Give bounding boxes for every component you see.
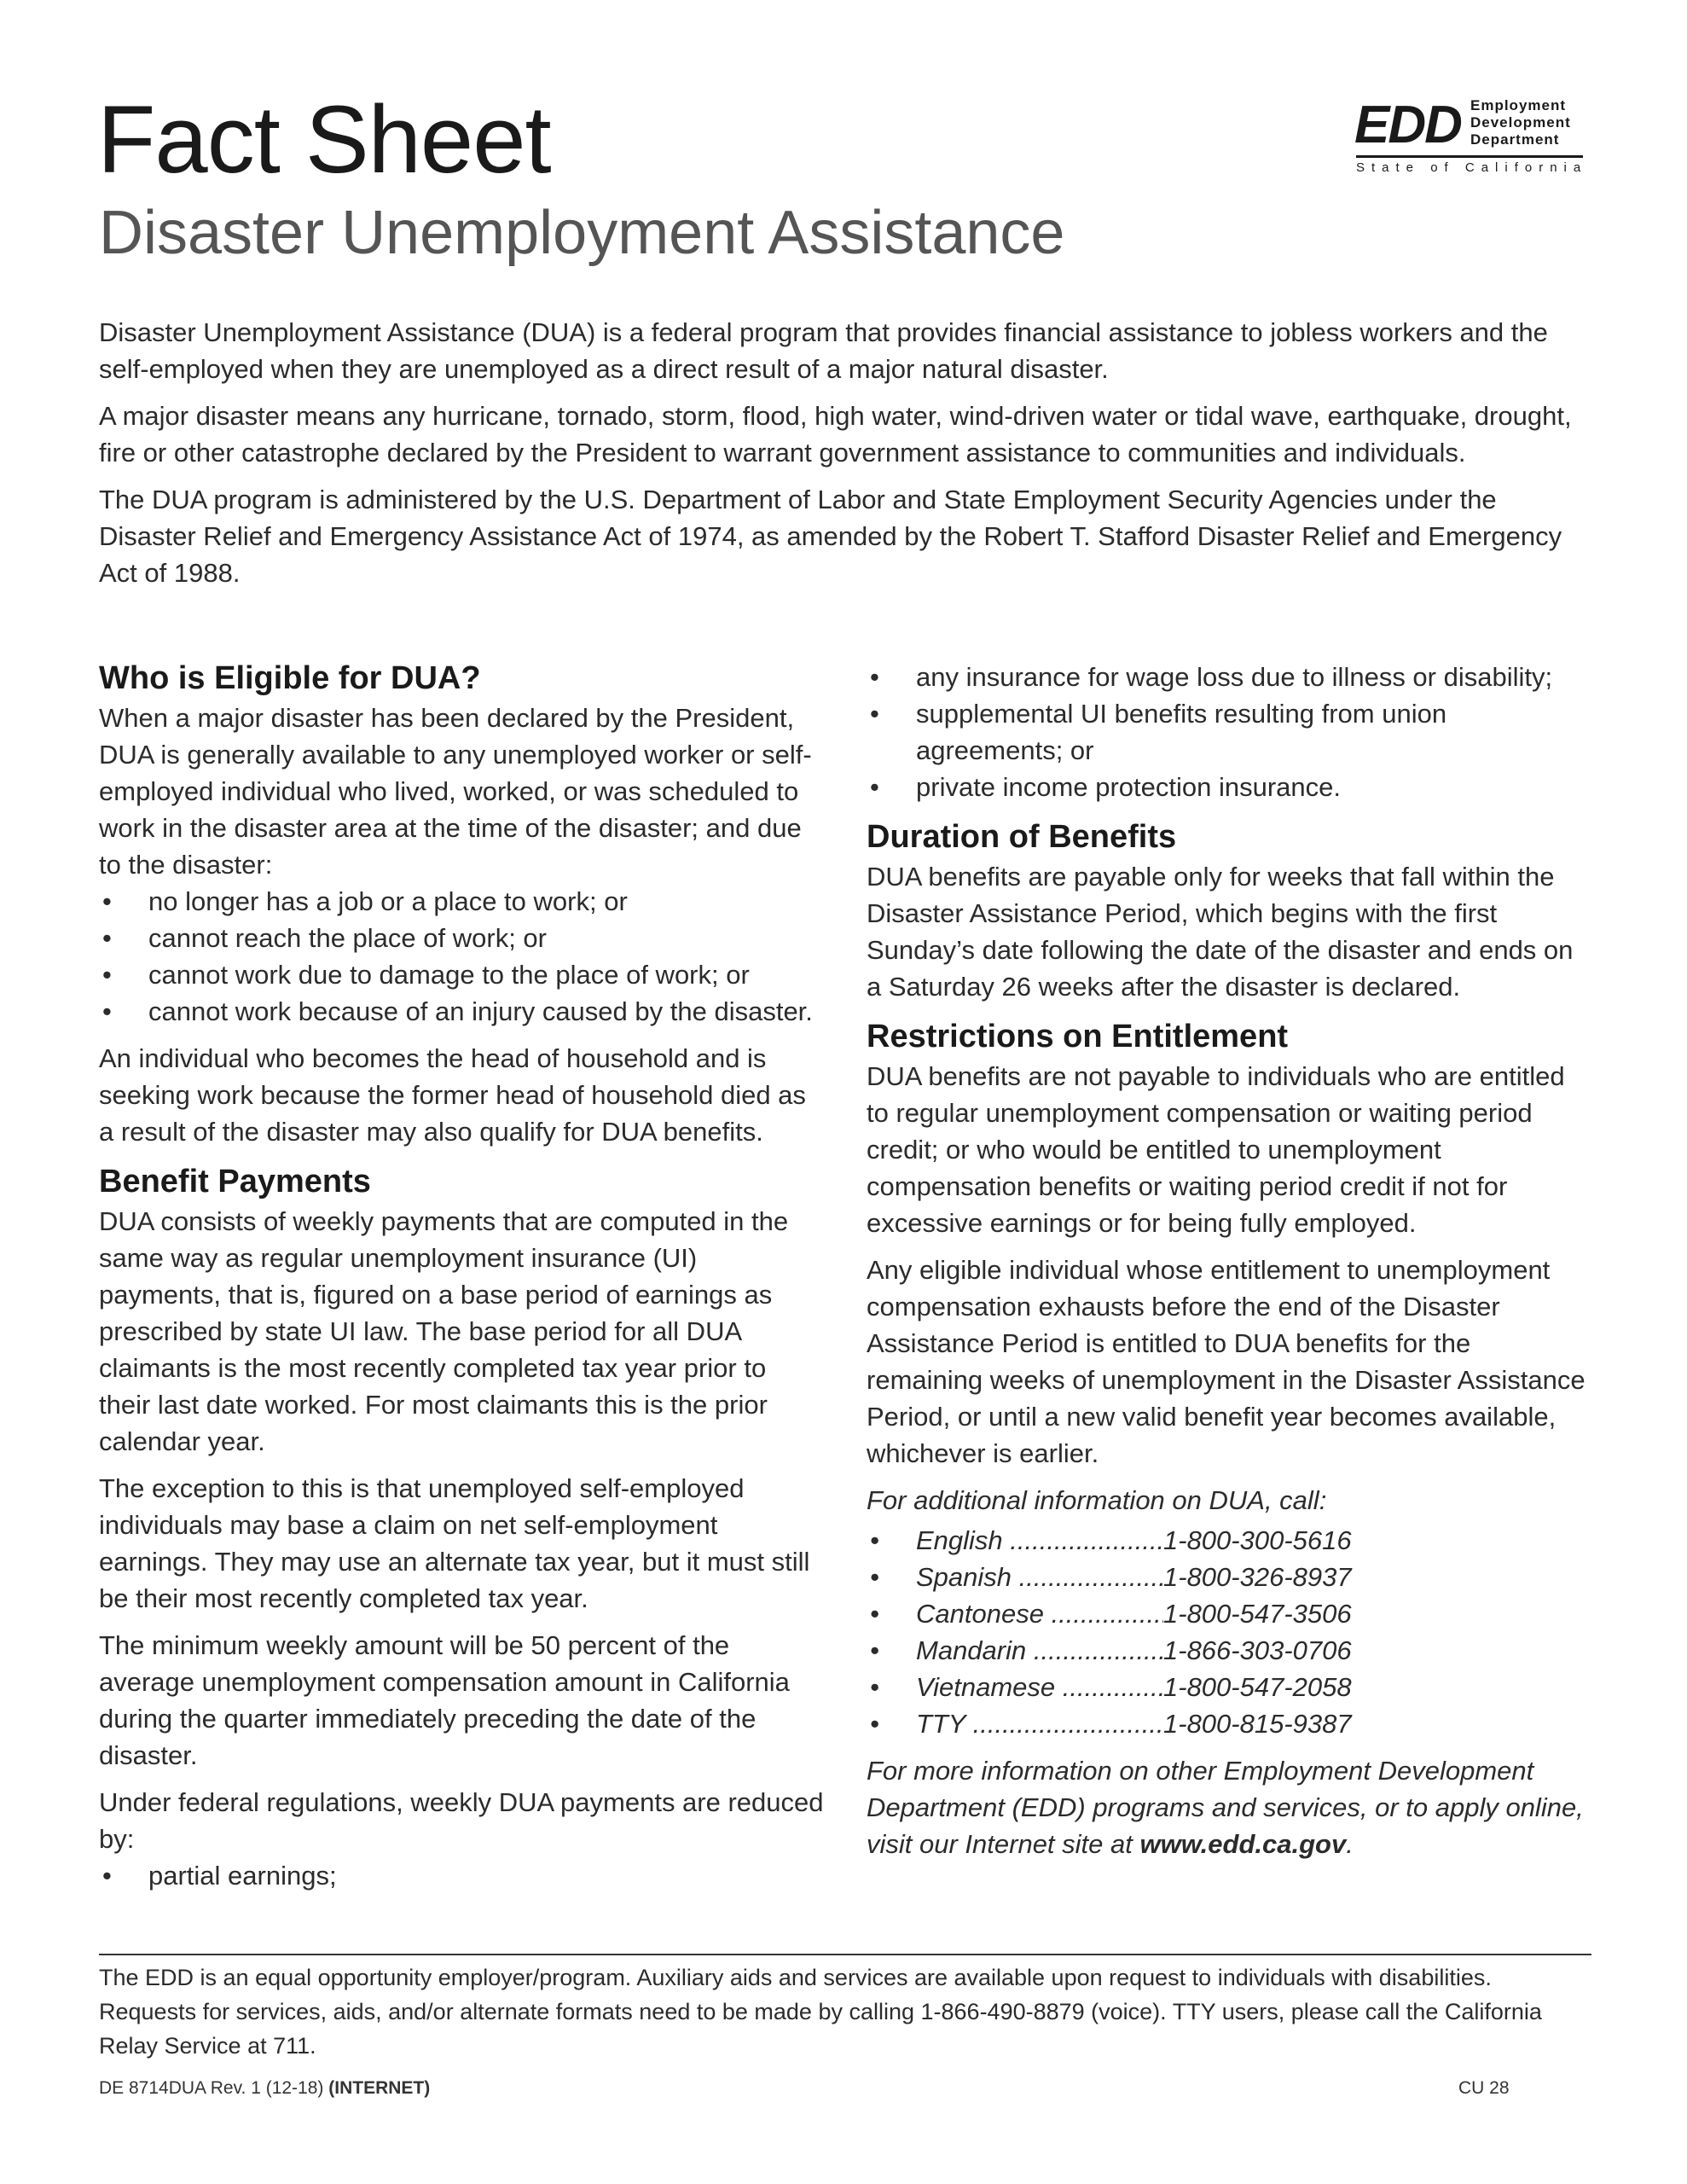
website-link[interactable]: www.edd.ca.gov bbox=[1139, 1829, 1347, 1859]
bullet-icon: • bbox=[102, 996, 112, 1026]
bullet-icon: • bbox=[870, 1672, 879, 1702]
left-column bbox=[99, 657, 824, 1904]
phone-number: 1-800-326-8937 bbox=[1163, 1562, 1352, 1592]
bullet-icon: • bbox=[102, 923, 112, 953]
intro-paragraph: A major disaster means any hurricane, tornado, storm, flood, high water, wind-driven water or tidal wave, earthquake, drought, fire or other catastrophe declared by the President to warrant government assistance to communities and individuals. bbox=[99, 401, 1572, 468]
intro-paragraph: Disaster Unemployment Assistance (DUA) is a federal program that provides financial assistance to jobless workers and the self-employed when they are unemployed as a direct result of a major natural disaster. bbox=[99, 317, 1548, 384]
bullet-icon: • bbox=[870, 1562, 879, 1592]
benefit-paragraph: The minimum weekly amount will be 50 percent of the average unemployment compensation amount in California during the quarter immediately preceding the date of the disaster. bbox=[99, 1630, 790, 1770]
bullet-icon: • bbox=[102, 1861, 112, 1891]
phone-number: 1-800-547-3506 bbox=[1163, 1599, 1352, 1629]
phone-language: TTY ..... bbox=[916, 1705, 1163, 1742]
bullet-icon: • bbox=[870, 1709, 879, 1739]
phone-item bbox=[867, 1705, 1591, 1742]
eligible-list bbox=[99, 883, 824, 1030]
phone-item bbox=[867, 1595, 1591, 1632]
list-item: • no longer has a job or a place to work; or bbox=[99, 883, 824, 920]
form-number: DE 8714DUA Rev. 1 (12-18) bbox=[99, 2078, 324, 2098]
form-id bbox=[99, 2078, 430, 2099]
eligible-text: When a major disaster has been declared by the President, DUA is generally available to any unemployed worker or self-employed individual who lived, worked, or was scheduled to work in the disaster area at the time of the disaster; and due to the disaster: bbox=[99, 703, 812, 880]
reduction-list bbox=[99, 1857, 824, 1894]
logo-line-employment: Employment bbox=[1470, 97, 1567, 113]
duration-text: DUA benefits are payable only for weeks that fall within the Disaster Assistance Period, which begins with the first Sunday’s date following the date of the disaster and ends on a Saturday 26 weeks after the disaster is declared. bbox=[867, 862, 1574, 1002]
phone-language: English ..... bbox=[916, 1522, 1163, 1559]
duration-heading: Duration of Benefits bbox=[867, 819, 1177, 855]
list-item: • private income protection insurance. bbox=[867, 769, 1591, 805]
eligible-text-2: An individual who becomes the head of household and is seeking work because the former head of household died as a result of the disaster may also qualify for DUA benefits. bbox=[99, 1043, 806, 1147]
logo-line-department: Department bbox=[1470, 131, 1560, 148]
list-item: • supplemental UI benefits resulting from union agreements; or bbox=[867, 695, 1591, 769]
bullet-icon: • bbox=[870, 662, 879, 692]
benefit-heading: Benefit Payments bbox=[99, 1164, 371, 1199]
bullet-icon: • bbox=[870, 699, 879, 729]
restrictions-paragraph: Any eligible individual whose entitlement to unemployment compensation exhausts before the end of the Disaster Assistance Period is entitled to DUA benefits for the remaining weeks of unemployment in the Disaster Assistance Period, or until a new valid benefit year becomes available, whichever is earlier. bbox=[867, 1255, 1586, 1468]
intro-section bbox=[99, 314, 1591, 601]
benefit-paragraph: DUA consists of weekly payments that are computed in the same way as regular unemployment insurance (UI) payments, that is, figured on a base period of earnings as prescribed by state UI law. The base period for all DUA claimants is the most recently completed tax year prior to their last date worked. For most claimants this is the prior calendar year. bbox=[99, 1206, 789, 1456]
cu-code: CU 28 bbox=[1458, 2078, 1510, 2098]
page-subtitle: Disaster Unemployment Assistance bbox=[99, 199, 1065, 267]
bullet-icon: • bbox=[870, 1599, 879, 1629]
contact-intro: For additional information on DUA, call: bbox=[867, 1485, 1327, 1515]
restrictions-heading: Restrictions on Entitlement bbox=[867, 1019, 1289, 1054]
phone-item bbox=[867, 1522, 1591, 1559]
phone-language: Mandarin ..... bbox=[916, 1632, 1163, 1669]
phone-number: 1-800-300-5616 bbox=[1163, 1525, 1352, 1555]
phone-item bbox=[867, 1669, 1591, 1705]
list-item: • any insurance for wage loss due to illness or disability; bbox=[867, 659, 1591, 695]
phone-number: 1-866-303-0706 bbox=[1163, 1635, 1352, 1665]
list-item: • partial earnings; bbox=[99, 1857, 824, 1894]
list-item: • cannot work because of an injury caused by the disaster. bbox=[99, 993, 824, 1030]
bullet-icon: • bbox=[870, 1525, 879, 1555]
benefit-paragraph: The exception to this is that unemployed self-employed individuals may base a claim on net self-employment earnings. They may use an alternate tax year, but it must still be their most recently completed tax year. bbox=[99, 1473, 810, 1613]
phone-language: Cantonese ..... bbox=[916, 1595, 1163, 1632]
more-info bbox=[867, 1752, 1591, 1862]
phone-language: Spanish ..... bbox=[916, 1559, 1163, 1595]
more-info-text: For more information on other Employment Development Department (EDD) programs and services, or to apply online, visit our Internet site at bbox=[867, 1756, 1584, 1859]
phone-language: Vietnamese ..... bbox=[916, 1669, 1163, 1705]
edd-logo-mark: EDD bbox=[1354, 96, 1461, 154]
right-column bbox=[867, 659, 1591, 1873]
phone-number: 1-800-547-2058 bbox=[1163, 1672, 1352, 1702]
eligible-heading: Who is Eligible for DUA? bbox=[99, 660, 481, 696]
list-item: • cannot reach the place of work; or bbox=[99, 920, 824, 956]
page-title: Fact Sheet bbox=[97, 86, 551, 193]
form-tag: (INTERNET) bbox=[328, 2078, 431, 2098]
benefit-paragraph: Under federal regulations, weekly DUA payments are reduced by: bbox=[99, 1787, 824, 1854]
intro-paragraph: The DUA program is administered by the U.S. Department of Labor and State Employment Security Agencies under the Disaster Relief and Emergency Assistance Act of 1974, as amended by the Robert T. Stafford Disaster Relief and Emergency Act of 1988. bbox=[99, 485, 1562, 588]
bullet-icon: • bbox=[870, 1635, 879, 1665]
logo-state: State of California bbox=[1356, 160, 1588, 175]
phone-item bbox=[867, 1632, 1591, 1669]
logo-line-development: Development bbox=[1470, 114, 1571, 131]
bullet-icon: • bbox=[102, 886, 112, 916]
list-item: • cannot work due to damage to the place of work; or bbox=[99, 956, 824, 993]
reduction-list-continued bbox=[867, 659, 1591, 805]
phone-item bbox=[867, 1559, 1591, 1595]
footer-divider bbox=[99, 1954, 1591, 1955]
bullet-icon: • bbox=[102, 960, 112, 990]
restrictions-paragraph: DUA benefits are not payable to individuals who are entitled to regular unemployment compensation or waiting period credit; or who would be entitled to unemployment compensation benefits or waiting period credit if not for excessive earnings or for being fully employed. bbox=[867, 1061, 1565, 1238]
footer-notice: The EDD is an equal opportunity employer/program. Auxiliary aids and services are available upon request to individuals with disabilities. Requests for services, aids, and/or alternate formats need to be made by calling 1-866-490-8879 (voice). TTY users, please call the California Relay Service at 711. bbox=[99, 1965, 1542, 2059]
edd-logo bbox=[1354, 96, 1588, 181]
more-info-end: . bbox=[1346, 1829, 1354, 1859]
bullet-icon: • bbox=[870, 772, 879, 802]
logo-rule bbox=[1356, 155, 1583, 158]
edd-logo-text bbox=[1470, 97, 1571, 148]
phone-list bbox=[867, 1522, 1591, 1742]
phone-number: 1-800-815-9387 bbox=[1163, 1709, 1352, 1739]
